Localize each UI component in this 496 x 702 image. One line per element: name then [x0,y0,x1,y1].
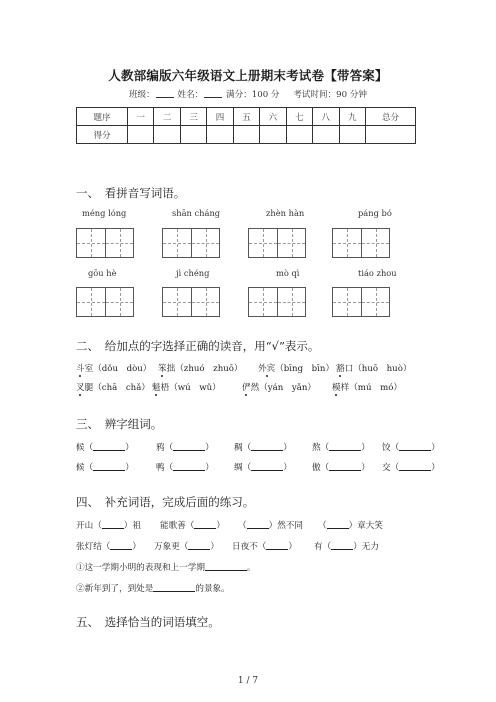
dotted-char: 叉 [76,383,85,393]
score-header-cell: 七 [286,108,312,126]
score-header-cell: 五 [233,108,259,126]
question-text: ①这一学期小明的表现和上一学期 [76,563,205,573]
grid-cell[interactable] [277,288,305,316]
score-header-cell: 八 [313,108,339,126]
answer-blank[interactable] [110,541,132,550]
pronunciation-item[interactable] [76,362,151,374]
dotted-char: 魁 [152,383,161,393]
score-header-cell: 总分 [365,108,415,126]
section-1-heading: 一、 看拼音写词语。 [76,186,186,200]
page-title: 人教部编版六年级语文上册期末考试卷【带答案】 [108,68,388,83]
idiom-text: 开山（ [76,521,102,531]
writing-grid[interactable] [162,228,220,258]
idiom-text: （ [238,521,247,531]
idiom-text: ）章大笑 [348,521,383,531]
pinyin-label: méng lóng [82,208,127,218]
grid-cell[interactable] [77,288,105,316]
reading-options: 室（dǒu dòu） [84,364,152,374]
writing-grid[interactable] [248,287,306,317]
reading-options: 样（mú mó） [340,383,402,393]
idiom-item [232,540,297,552]
char-prompt: 熬 [312,443,321,453]
word-group-item: 候（ ） [76,463,134,473]
score-cell[interactable] [207,126,233,144]
reading-options: 然（yán yǎn） [250,383,317,393]
reading-options: （bīng bīn） [275,364,335,374]
grid-cell[interactable] [163,229,191,257]
idiom-text: 能歌善（ [160,521,195,531]
idiom-text: ）无力 [353,542,379,552]
writing-grid[interactable] [162,287,220,317]
name-blank [204,89,222,98]
score-header-cell: 一 [128,108,154,126]
grid-cell[interactable] [77,229,105,257]
answer-blank[interactable] [251,442,283,451]
grid-cell[interactable] [333,229,361,257]
writing-grid[interactable] [76,287,134,317]
grid-cell[interactable] [191,288,219,316]
name-label: 姓名： [177,90,204,100]
char-prompt: 鸦 [156,443,165,453]
question-text: 。 [246,563,256,573]
char-prompt: 鸭 [156,463,165,473]
score-cell[interactable] [339,126,365,144]
exam-info [0,88,496,100]
score-header-cell: 三 [180,108,206,126]
reading-options: 拙（zhuó zhuō） [166,364,243,374]
pinyin-label: tiáo zhou [358,268,397,278]
char-prompt: 候 [76,463,85,473]
pinyin-label: zhèn hàn [266,208,305,218]
grid-cell[interactable] [333,288,361,316]
word-group-item: 鸭（ ） [156,463,214,473]
word-group-item: 稠（ ） [234,443,292,453]
pinyin-label: jì chéng [176,268,210,278]
score-row-label: 得分 [77,126,128,144]
answer-blank[interactable] [205,562,247,571]
dotted-char: 斗 [76,364,85,374]
word-group-item: 候（ ） [76,443,134,453]
idiom-text: 万象更（ [154,542,189,552]
idiom-text: 有（ [314,542,332,552]
pronunciation-item[interactable] [158,362,243,374]
answer-blank[interactable] [102,520,124,529]
answer-blank[interactable] [331,541,353,550]
idiom-text: （ [318,521,327,531]
writing-grid[interactable] [332,287,390,317]
grid-cell[interactable] [105,229,133,257]
score-cell[interactable] [180,126,206,144]
pinyin-label: gōu hè [88,268,117,278]
char-prompt: 候 [76,443,85,453]
full-score: 满分：100 分 [226,90,280,100]
answer-blank[interactable] [188,541,210,550]
section-5-heading: 五、 选择恰当的词语填空。 [76,615,220,629]
char-prompt: 交 [382,463,391,473]
section-2-heading: 二、 给加点的字选择正确的读音，用“√”表示。 [76,339,320,353]
answer-blank[interactable] [93,442,125,451]
score-cell[interactable] [233,126,259,144]
word-group-item: 熬（ ） [312,443,370,453]
idiom-text: 日夜不（ [232,542,267,552]
reading-options: 腿（chā chǎ） [84,383,150,393]
class-blank [156,89,174,98]
grid-cell[interactable] [249,229,277,257]
score-cell[interactable] [128,126,154,144]
score-value-row [77,126,416,144]
dotted-char: 俨 [242,383,251,393]
dotted-char: 外宾 [258,364,276,374]
char-prompt: 绸 [234,463,243,473]
dotted-char: 模 [332,383,341,393]
pronunciation-item[interactable] [76,381,150,393]
writing-grid[interactable] [76,228,134,258]
page-number: 1 / 7 [237,676,259,686]
answer-blank[interactable] [327,520,349,529]
score-cell[interactable] [313,126,339,144]
grid-cell[interactable] [361,229,389,257]
section-4-heading: 四、 补充词语，完成后面的练习。 [76,495,255,509]
answer-blank[interactable] [251,462,283,471]
reading-options: 梧（wú wǔ） [160,383,221,393]
idiom-item [154,540,219,552]
char-prompt: 饺 [382,443,391,453]
idiom-item [76,540,141,552]
idiom-item [160,519,225,531]
idiom-text: ） [132,542,141,552]
answer-blank[interactable] [173,462,205,471]
answer-blank[interactable] [329,462,361,471]
question-line [76,582,230,594]
writing-grid[interactable] [332,228,390,258]
score-cell[interactable] [154,126,180,144]
idiom-text: ） [210,542,219,552]
grid-cell[interactable] [105,288,133,316]
idiom-text: ） [288,542,297,552]
pinyin-label: páng bó [358,208,392,218]
score-header-cell: 二 [154,108,180,126]
section-3-heading: 三、 辨字组词。 [76,417,163,431]
score-header-cell: 九 [339,108,365,126]
dotted-char: 笨 [158,364,167,374]
class-label: 班级： [128,90,155,100]
word-group-item: 交（ ） [382,463,440,473]
score-table [76,107,416,144]
grid-cell[interactable] [361,288,389,316]
dotted-char: 豁 [336,364,345,374]
pronunciation-item[interactable] [332,381,402,393]
idiom-item [318,519,383,531]
word-group-item: 傲（ ） [312,463,370,473]
reading-options: 口（huō huò） [344,364,412,374]
score-cell[interactable] [365,126,415,144]
pronunciation-item[interactable] [336,362,411,374]
idiom-item [238,519,303,531]
answer-blank[interactable] [153,583,195,592]
answer-blank[interactable] [399,442,431,451]
answer-blank[interactable] [173,442,205,451]
pronunciation-item[interactable] [242,381,316,393]
question-text: 的景象。 [195,584,230,594]
word-group-item: 绸（ ） [234,463,292,473]
score-header-row [77,108,416,126]
pinyin-label: shān cháng [172,208,221,218]
idiom-text: ） [216,521,225,531]
score-cell[interactable] [260,126,286,144]
answer-blank[interactable] [329,442,361,451]
grid-cell[interactable] [249,288,277,316]
question-text: ②新年到了，到处是 [76,584,154,594]
score-header-cell: 题序 [77,108,128,126]
answer-blank[interactable] [266,541,288,550]
grid-cell[interactable] [191,229,219,257]
question-line [76,561,256,573]
writing-grid[interactable] [248,228,306,258]
pinyin-label: mò qì [276,268,300,278]
grid-cell[interactable] [277,229,305,257]
score-header-cell: 四 [207,108,233,126]
answer-blank[interactable] [247,520,269,529]
answer-blank[interactable] [194,520,216,529]
idiom-item [314,540,379,552]
answer-blank[interactable] [93,462,125,471]
char-prompt: 稠 [234,443,243,453]
pronunciation-item[interactable] [152,381,221,393]
idiom-item [76,519,141,531]
idiom-text: ）祖 [123,521,141,531]
idiom-text: 张灯结（ [76,542,111,552]
exam-time: 考试时间：90 分钟 [293,90,368,100]
idiom-text: ）然不同 [268,521,303,531]
word-group-item: 鸦（ ） [156,443,214,453]
char-prompt: 傲 [312,463,321,473]
pronunciation-item[interactable] [258,362,334,374]
score-cell[interactable] [286,126,312,144]
word-group-item: 饺（ ） [382,443,440,453]
score-header-cell: 六 [260,108,286,126]
answer-blank[interactable] [399,462,431,471]
grid-cell[interactable] [163,288,191,316]
